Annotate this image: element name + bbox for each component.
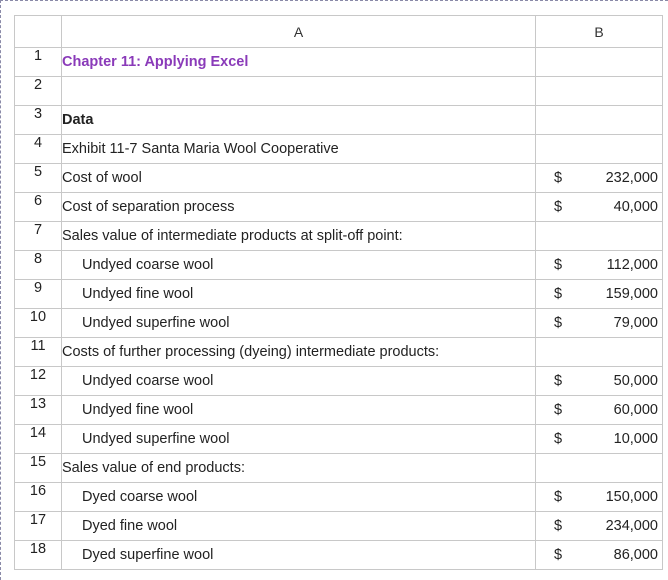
- cell-a[interactable]: [62, 541, 536, 570]
- cell-a-text: Undyed coarse wool: [82, 257, 214, 273]
- table-row: [15, 425, 663, 454]
- currency-symbol: $: [554, 257, 563, 273]
- cell-a[interactable]: [62, 425, 536, 454]
- row-header[interactable]: 11: [15, 338, 62, 367]
- table-row: [15, 280, 663, 309]
- row-header[interactable]: 2: [15, 77, 62, 106]
- table-row: [15, 541, 663, 570]
- table-row: [15, 396, 663, 425]
- table-row: [15, 222, 663, 251]
- row-header[interactable]: 13: [15, 396, 62, 425]
- cell-b-amount: 40,000: [613, 199, 658, 215]
- cell-a-text: Sales value of intermediate products at split-off point:: [62, 228, 403, 244]
- cell-a-text: Chapter 11: Applying Excel: [62, 54, 249, 70]
- cell-b-amount: 79,000: [613, 315, 658, 331]
- table-row: [15, 512, 663, 541]
- cell-a-text: Dyed coarse wool: [82, 489, 198, 505]
- row-header[interactable]: 7: [15, 222, 62, 251]
- spreadsheet-grid: [14, 15, 663, 570]
- cell-a[interactable]: [62, 338, 536, 367]
- table-row: [15, 367, 663, 396]
- column-header-row: [15, 16, 663, 48]
- cell-b[interactable]: [536, 193, 663, 222]
- column-header-b[interactable]: B: [536, 16, 663, 48]
- currency-symbol: $: [554, 315, 563, 331]
- table-row: [15, 483, 663, 512]
- cell-b-amount: 86,000: [613, 547, 658, 563]
- currency-symbol: $: [554, 402, 563, 418]
- select-all-corner[interactable]: [15, 16, 62, 48]
- cell-b[interactable]: [536, 338, 663, 367]
- cell-a-text: Costs of further processing (dyeing) intermediate products:: [62, 344, 440, 360]
- cell-b[interactable]: [536, 483, 663, 512]
- cell-b[interactable]: [536, 280, 663, 309]
- row-header[interactable]: 17: [15, 512, 62, 541]
- cell-a[interactable]: [62, 483, 536, 512]
- currency-symbol: $: [554, 286, 563, 302]
- currency-symbol: $: [554, 170, 563, 186]
- currency-symbol: $: [554, 547, 563, 563]
- table-row: [15, 193, 663, 222]
- cell-a[interactable]: [62, 106, 536, 135]
- currency-symbol: $: [554, 199, 563, 215]
- cell-a-text: Undyed coarse wool: [82, 373, 214, 389]
- currency-symbol: $: [554, 373, 563, 389]
- cell-a-text: Exhibit 11-7 Santa Maria Wool Cooperative: [62, 141, 339, 157]
- table-row: [15, 454, 663, 483]
- table-row: [15, 135, 663, 164]
- table-row: [15, 106, 663, 135]
- cell-a[interactable]: [62, 193, 536, 222]
- currency-symbol: $: [554, 431, 563, 447]
- cell-a[interactable]: [62, 454, 536, 483]
- cell-b[interactable]: [536, 106, 663, 135]
- cell-b[interactable]: [536, 425, 663, 454]
- cell-a-text: Dyed superfine wool: [82, 547, 214, 563]
- row-header[interactable]: 3: [15, 106, 62, 135]
- cell-a-text: Undyed superfine wool: [82, 431, 230, 447]
- page-border-top: [0, 0, 668, 1]
- cell-a-text: Cost of wool: [62, 170, 142, 186]
- cell-b-amount: 10,000: [613, 431, 658, 447]
- cell-b-amount: 50,000: [613, 373, 658, 389]
- cell-a[interactable]: [62, 135, 536, 164]
- cell-a[interactable]: [62, 251, 536, 280]
- cell-b[interactable]: [536, 396, 663, 425]
- cell-a[interactable]: [62, 512, 536, 541]
- table-row: [15, 309, 663, 338]
- currency-symbol: $: [554, 489, 563, 505]
- cell-a[interactable]: [62, 222, 536, 251]
- cell-a[interactable]: [62, 48, 536, 77]
- cell-b[interactable]: [536, 48, 663, 77]
- cell-a[interactable]: [62, 367, 536, 396]
- cell-b[interactable]: [536, 367, 663, 396]
- cell-a-text: Cost of separation process: [62, 199, 235, 215]
- spreadsheet: [14, 15, 662, 570]
- cell-b[interactable]: [536, 541, 663, 570]
- cell-b[interactable]: [536, 309, 663, 338]
- cell-a-text: Dyed fine wool: [82, 518, 178, 534]
- table-row: [15, 164, 663, 193]
- cell-a-text: Undyed superfine wool: [82, 315, 230, 331]
- row-header[interactable]: 12: [15, 367, 62, 396]
- row-header[interactable]: 9: [15, 280, 62, 309]
- cell-a-text: Undyed fine wool: [82, 286, 194, 302]
- cell-b[interactable]: [536, 251, 663, 280]
- cell-b-amount: 112,000: [606, 257, 658, 273]
- table-row: [15, 251, 663, 280]
- cell-b[interactable]: [536, 222, 663, 251]
- cell-b[interactable]: [536, 135, 663, 164]
- row-header[interactable]: 1: [15, 48, 62, 77]
- row-header[interactable]: 15: [15, 454, 62, 483]
- cell-a-text: Data: [62, 112, 94, 128]
- cell-b-amount: 150,000: [605, 489, 658, 505]
- cell-b[interactable]: [536, 77, 663, 106]
- cell-a[interactable]: [62, 77, 536, 106]
- cell-a[interactable]: [62, 309, 536, 338]
- row-header[interactable]: 8: [15, 251, 62, 280]
- row-header[interactable]: 18: [15, 541, 62, 570]
- cell-b-amount: 159,000: [605, 286, 658, 302]
- cell-b-amount: 232,000: [605, 170, 658, 186]
- cell-b-amount: 60,000: [613, 402, 658, 418]
- cell-b[interactable]: [536, 454, 663, 483]
- table-row: [15, 48, 663, 77]
- table-row: [15, 338, 663, 367]
- cell-b-amount: 234,000: [605, 518, 658, 534]
- table-row: [15, 77, 663, 106]
- currency-symbol: $: [554, 518, 563, 534]
- column-header-a[interactable]: A: [62, 16, 536, 48]
- row-header[interactable]: 16: [15, 483, 62, 512]
- cell-a[interactable]: [62, 164, 536, 193]
- row-header[interactable]: 4: [15, 135, 62, 164]
- cell-a[interactable]: [62, 396, 536, 425]
- row-header[interactable]: 6: [15, 193, 62, 222]
- row-header[interactable]: 10: [15, 309, 62, 338]
- row-header[interactable]: 5: [15, 164, 62, 193]
- page-border-left: [0, 0, 1, 580]
- cell-b[interactable]: [536, 164, 663, 193]
- row-header[interactable]: 14: [15, 425, 62, 454]
- cell-b[interactable]: [536, 512, 663, 541]
- cell-a-text: Undyed fine wool: [82, 402, 194, 418]
- cell-a[interactable]: [62, 280, 536, 309]
- cell-a-text: Sales value of end products:: [62, 460, 245, 476]
